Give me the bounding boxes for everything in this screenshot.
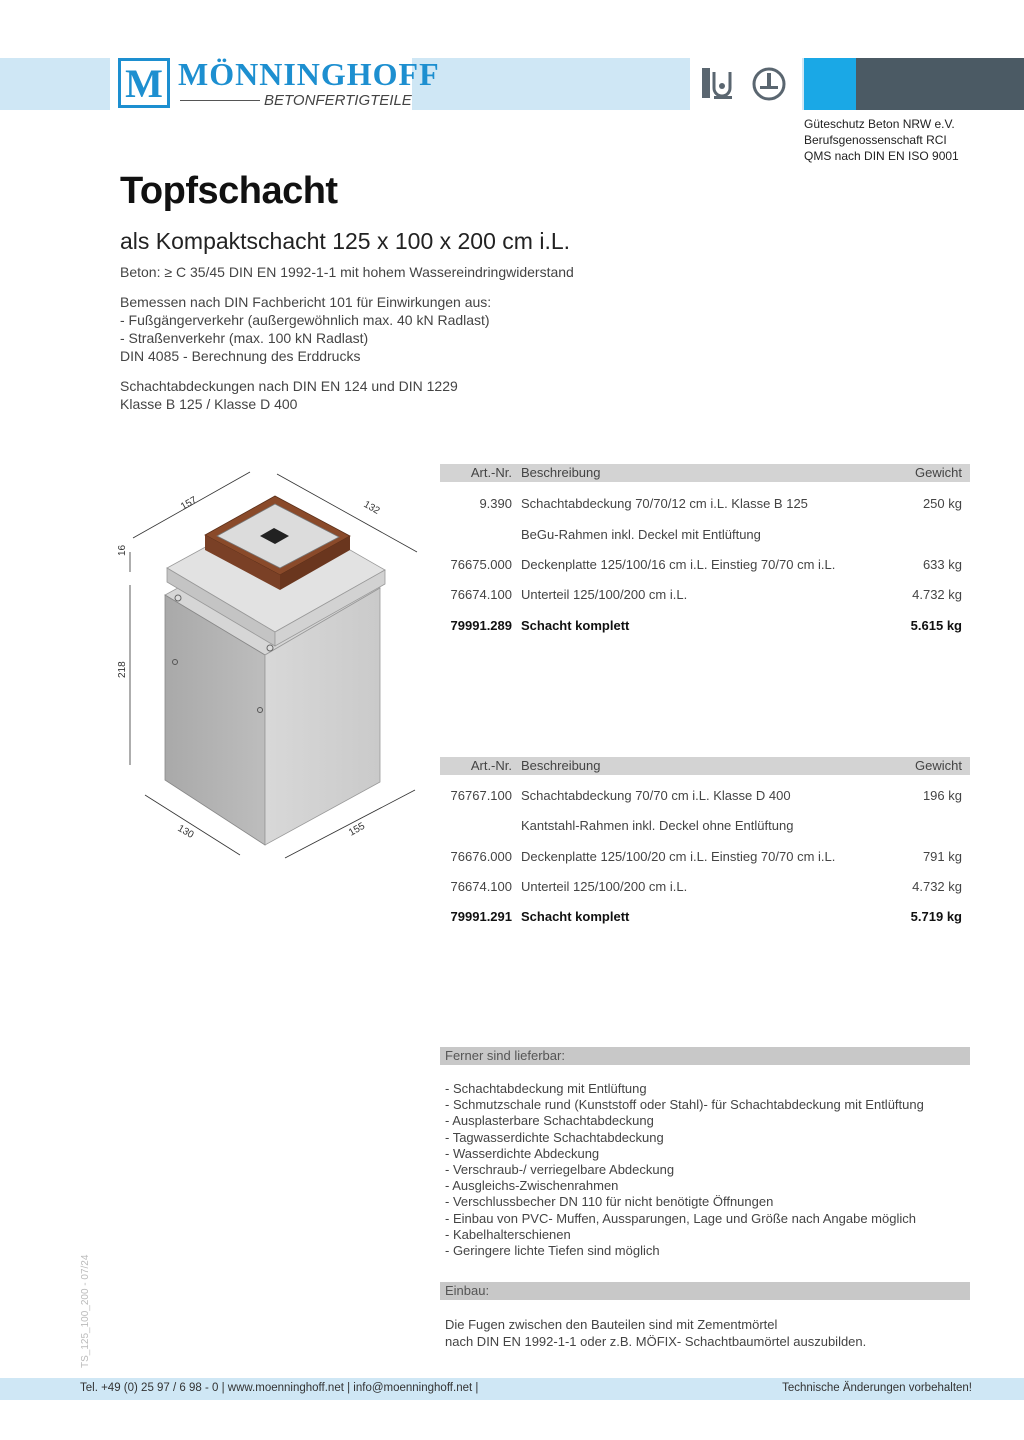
guteschutz-icon: [702, 68, 732, 99]
beton-spec: Beton: ≥ C 35/45 DIN EN 1992-1-1 mit hohem Wassereindringwiderstand: [120, 264, 574, 280]
list-item: - Schachtabdeckung mit Entlüftung: [445, 1081, 647, 1096]
dim-bottom-right: 155: [347, 820, 367, 839]
list-item: - Tagwasserdichte Schachtabdeckung: [445, 1129, 664, 1145]
shaft-drawing: [105, 460, 435, 870]
dark-block: [856, 58, 1024, 110]
list-item: - Verschlussbecher DN 110 für nicht benötigte Öffnungen: [445, 1194, 774, 1210]
footer-contact: Tel. +49 (0) 25 97 / 6 98 - 0 | www.moenninghoff.net | info@moenninghoff.net |: [80, 1382, 479, 1394]
table2-header: Art.-Nr. Beschreibung Gewicht: [440, 757, 970, 775]
dim-bottom-left: 130: [175, 823, 196, 841]
logo-mark: M: [118, 58, 170, 108]
list-item: - Kabelhalterschienen: [445, 1226, 571, 1242]
footer: [0, 1378, 1024, 1400]
accent-block: [804, 58, 856, 110]
page-subtitle: als Kompaktschacht 125 x 100 x 200 cm i.L.: [120, 228, 571, 254]
certification-icons: [690, 58, 802, 110]
list-item: - Einbau von PVC- Muffen, Aussparungen, Lage und Größe nach Angabe möglich: [445, 1210, 916, 1226]
dim-slab: 16: [117, 544, 128, 556]
dim-height: 218: [117, 661, 128, 678]
certification-text: Güteschutz Beton NRW e.V. Berufsgenossenschaft RCI QMS nach DIN EN ISO 9001: [804, 117, 959, 163]
table1-total-row: 79991.289 Schacht komplett 5.615 kg: [450, 618, 962, 633]
bemessen-block: Bemessen nach DIN Fachbericht 101 für Einwirkungen aus: - Fußgängerverkehr (außergewöhnlich max. 40 kN Radlast) - Straßenverkehr (max. 100 kN Radlast) DIN 4085 - Berechnung des Erddrucks: [120, 294, 492, 364]
list-item: - Geringere lichte Tiefen sind möglich: [445, 1243, 660, 1259]
dim-top-left: 157: [179, 494, 199, 513]
table-row: BeGu-Rahmen inkl. Deckel mit Entlüftung: [521, 527, 761, 542]
table-row: 76675.000 Deckenplatte 125/100/16 cm i.L. Einstieg 70/70 cm i.L. 633 kg: [450, 557, 962, 572]
table-row: 76676.000 Deckenplatte 125/100/20 cm i.L. Einstieg 70/70 cm i.L. 791 kg: [450, 849, 962, 864]
list-item: - Schmutzschale rund (Kunststoff oder Stahl)- für Schachtabdeckung mit Entlüftung: [445, 1097, 924, 1113]
table2-total-row: 79991.291 Schacht komplett 5.719 kg: [450, 909, 962, 924]
page-title: Topfschacht: [120, 170, 338, 212]
logo-wordmark: MÖNNINGHOFF: [178, 56, 440, 92]
logo-subtitle: BETONFERTIGTEILE: [264, 92, 412, 109]
list-item: - Ausgleichs-Zwischenrahmen: [445, 1178, 619, 1194]
list-item: - Ausplasterbare Schachtabdeckung: [445, 1113, 654, 1129]
einbau-heading: Einbau:: [440, 1282, 970, 1300]
table-row: 76674.100 Unterteil 125/100/200 cm i.L. 4.732 kg: [450, 879, 962, 894]
list-item: - Wasserdichte Abdeckung: [445, 1145, 600, 1161]
einbau-text: Die Fugen zwischen den Bauteilen sind mit Zementmörtel nach DIN EN 1992-1-1 oder z.B. MÖFIX- Schachtbaumörtel auszubilden.: [445, 1317, 867, 1349]
footer-disclaimer: Technische Änderungen vorbehalten!: [782, 1382, 972, 1394]
dim-top-right: 132: [361, 499, 382, 517]
table-row: 76767.100 Schachtabdeckung 70/70 cm i.L. Klasse D 400 196 kg: [450, 788, 962, 803]
document-code: TS_125_100_200 - 07/24: [80, 1254, 91, 1368]
ferner-list: [445, 1081, 924, 1259]
table-row: 76674.100 Unterteil 125/100/200 cm i.L. 4.732 kg: [450, 587, 962, 602]
table-row: 9.390 Schachtabdeckung 70/70/12 cm i.L. Klasse B 125 250 kg: [479, 496, 962, 511]
list-item: - Verschraub-/ verriegelbare Abdeckung: [445, 1162, 675, 1178]
table-row: Kantstahl-Rahmen inkl. Deckel ohne Entlüftung: [521, 818, 794, 833]
table1-header: Art.-Nr. Beschreibung Gewicht: [440, 464, 970, 482]
logo-divider: [180, 100, 260, 101]
abdeckung-block: Schachtabdeckungen nach DIN EN 124 und DIN 1229 Klasse B 125 / Klasse D 400: [120, 378, 458, 412]
bg-rci-icon: [754, 69, 784, 99]
certification-icon-svg: [690, 58, 802, 110]
ferner-heading: Ferner sind lieferbar:: [440, 1047, 970, 1065]
